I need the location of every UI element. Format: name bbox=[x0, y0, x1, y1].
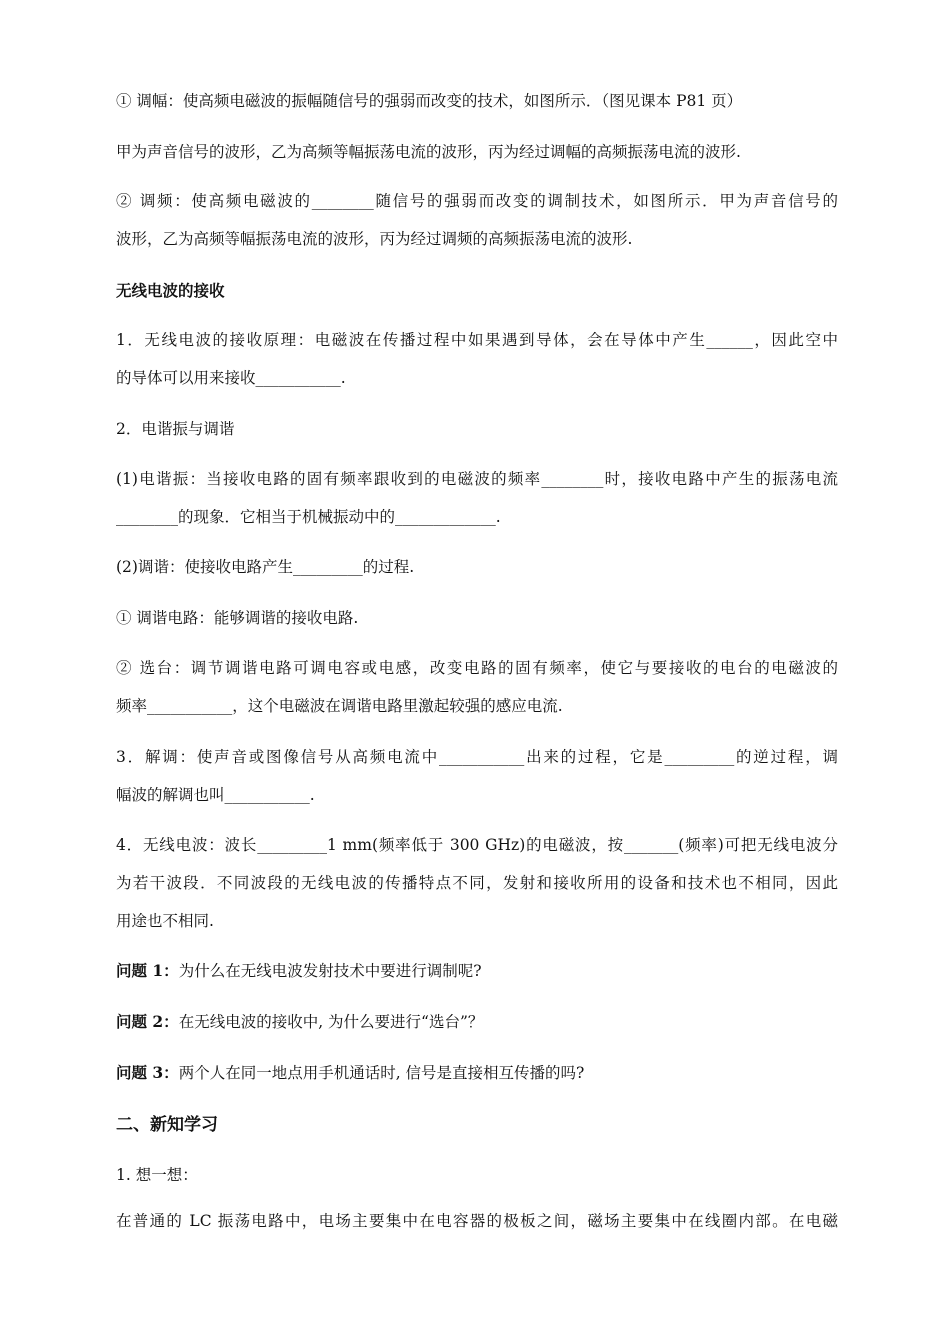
radio-wave-line-1: 4．无线电波：波长_________1 mm(频率低于 300 GHz)的电磁波，按_______(频率)可把无线电波分 bbox=[116, 836, 838, 854]
resonance-section-title: 2．电谐振与调谐 bbox=[116, 420, 235, 438]
question-text: 在无线电波的接收中, 为什么要进行“选台”？ bbox=[178, 1013, 484, 1031]
question-label: 问题 2： bbox=[116, 1012, 179, 1031]
tuning-circuit-line: ① 调谐电路：能够调谐的接收电路. bbox=[116, 609, 359, 627]
am-line-2: 甲为声音信号的波形，乙为高频等幅振荡电流的波形，丙为经过调幅的高频振荡电流的波形. bbox=[116, 143, 741, 161]
think-title: 1. 想一想： bbox=[116, 1166, 198, 1184]
resonance-line-1: (1)电谐振：当接收电路的固有频率跟收到的电磁波的频率________时，接收电路中产生的振荡电流 bbox=[116, 470, 838, 488]
resonance-line-2: ________的现象．它相当于机械振动中的_____________. bbox=[116, 508, 501, 526]
question-label: 问题 1： bbox=[116, 961, 179, 980]
question-text: 两个人在同一地点用手机通话时, 信号是直接相互传播的吗? bbox=[178, 1064, 585, 1082]
question-1 bbox=[116, 960, 838, 982]
radio-wave-line-2: 为若干波段．不同波段的无线电波的传播特点不同，发射和接收所用的设备和技术也不相同，因此 bbox=[116, 874, 838, 892]
reception-principle-line-1: 1．无线电波的接收原理：电磁波在传播过程中如果遇到导体，会在导体中产生______，因此空中 bbox=[116, 331, 838, 349]
am-line-1: ① 调幅：使高频电磁波的振幅随信号的强弱而改变的技术，如图所示．（图见课本 P81 页） bbox=[116, 92, 743, 110]
question-text: 为什么在无线电波发射技术中要进行调制呢? bbox=[178, 962, 482, 980]
demodulation-line-2: 幅波的解调也叫___________. bbox=[116, 786, 315, 804]
demodulation-line-1: 3．解调：使声音或图像信号从高频电流中___________出来的过程，它是_________的逆过程，调 bbox=[116, 748, 838, 766]
fm-line-2: 波形，乙为高频等幅振荡电流的波形，丙为经过调频的高频振荡电流的波形. bbox=[116, 230, 633, 248]
lc-intro-line: 在普通的 LC 振荡电路中，电场主要集中在电容器的极板之间，磁场主要集中在线圈内部。在电磁 bbox=[116, 1212, 838, 1230]
reception-principle-line-2: 的导体可以用来接收___________. bbox=[116, 369, 346, 387]
question-3 bbox=[116, 1062, 838, 1084]
question-label: 问题 3： bbox=[116, 1063, 179, 1082]
tuning-line: (2)调谐：使接收电路产生_________的过程. bbox=[116, 558, 415, 576]
question-2 bbox=[116, 1011, 838, 1033]
station-select-line-1: ② 选台：调节调谐电路可调电容或电感，改变电路的固有频率，使它与要接收的电台的电磁波的 bbox=[116, 659, 838, 677]
radio-wave-line-3: 用途也不相同. bbox=[116, 912, 214, 930]
fm-line-1: ② 调频：使高频电磁波的________随信号的强弱而改变的调制技术，如图所示．甲为声音信号的 bbox=[116, 192, 838, 210]
station-select-line-2: 频率___________，这个电磁波在调谐电路里激起较强的感应电流. bbox=[116, 697, 563, 715]
new-knowledge-heading: 二、新知学习 bbox=[116, 1115, 218, 1135]
reception-heading: 无线电波的接收 bbox=[116, 281, 225, 300]
